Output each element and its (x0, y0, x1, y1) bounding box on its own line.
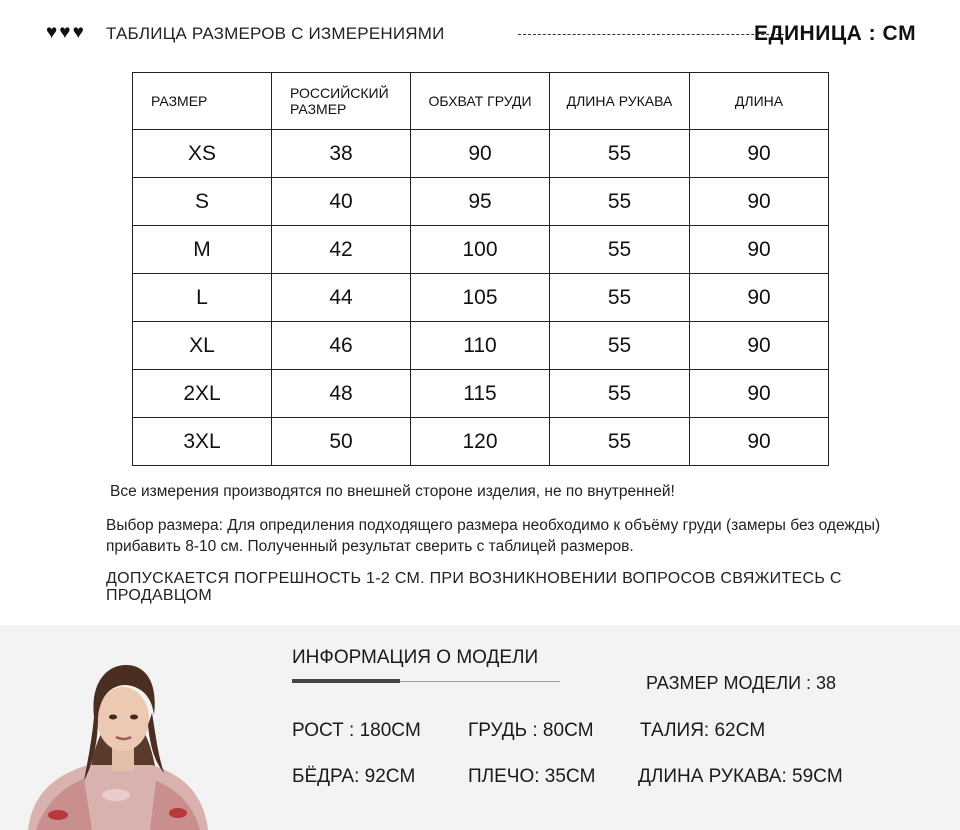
table-cell: 55 (550, 418, 690, 466)
column-header-russian-size: РОССИЙСКИЙ РАЗМЕР (272, 73, 411, 130)
table-cell: 90 (690, 418, 829, 466)
table-cell: 48 (272, 370, 411, 418)
table-cell: 95 (411, 178, 550, 226)
title-accent-bar (292, 679, 400, 683)
model-waist: ТАЛИЯ: 62CM (640, 720, 766, 741)
table-cell: S (133, 178, 272, 226)
model-photo (28, 655, 208, 830)
hearts-decoration (46, 22, 84, 44)
table-row (133, 418, 829, 466)
unit-label: ЕДИНИЦА : CM (754, 22, 917, 45)
model-info-section (0, 625, 960, 830)
table-cell: 38 (272, 130, 411, 178)
model-sleeve-length: ДЛИНА РУКАВА: 59CM (638, 766, 843, 787)
table-cell: 90 (690, 130, 829, 178)
table-cell: 55 (550, 178, 690, 226)
model-height: РОСТ : 180CM (292, 720, 421, 741)
table-cell: 55 (550, 274, 690, 322)
table-cell: 110 (411, 322, 550, 370)
model-shoulder: ПЛЕЧО: 35CM (468, 766, 596, 787)
column-header-bust: ОБХВАТ ГРУДИ (411, 73, 550, 130)
page-header (46, 22, 926, 48)
table-cell: 90 (690, 370, 829, 418)
table-row (133, 322, 829, 370)
table-cell: 50 (272, 418, 411, 466)
table-cell: 2XL (133, 370, 272, 418)
table-cell: 90 (411, 130, 550, 178)
measurement-note: Все измерения производятся по внешней стороне изделия, не по внутренней! (110, 483, 675, 500)
column-header-sleeve-length: ДЛИНА РУКАВА (550, 73, 690, 130)
table-row (133, 226, 829, 274)
model-size: РАЗМЕР МОДЕЛИ : 38 (646, 673, 837, 693)
table-cell: 90 (690, 178, 829, 226)
table-cell: 115 (411, 370, 550, 418)
table-cell: 40 (272, 178, 411, 226)
size-table (132, 72, 829, 466)
table-cell: 3XL (133, 418, 272, 466)
table-cell: 55 (550, 226, 690, 274)
heart-icon: ♥ (46, 22, 58, 43)
table-cell: 55 (550, 322, 690, 370)
table-cell: 105 (411, 274, 550, 322)
table-cell: 42 (272, 226, 411, 274)
table-cell: 90 (690, 274, 829, 322)
column-header-length: ДЛИНА (690, 73, 829, 130)
table-cell: L (133, 274, 272, 322)
table-cell: 100 (411, 226, 550, 274)
table-cell: 44 (272, 274, 411, 322)
table-cell: 90 (690, 226, 829, 274)
column-header-size: РАЗМЕР (133, 73, 272, 130)
table-row (133, 178, 829, 226)
model-hips: БЁДРА: 92CM (292, 766, 416, 787)
table-row (133, 274, 829, 322)
table-cell: 55 (550, 370, 690, 418)
table-cell: 120 (411, 418, 550, 466)
table-cell: 55 (550, 130, 690, 178)
size-chart-title: ТАБЛИЦА РАЗМЕРОВ С ИЗМЕРЕНИЯМИ (106, 24, 445, 43)
tolerance-note: ДОПУСКАЕТСЯ ПОГРЕШНОСТЬ 1-2 СМ. ПРИ ВОЗНИКНОВЕНИИ ВОПРОСОВ СВЯЖИТЕСЬ С ПРОДАВЦОМ (106, 570, 842, 604)
table-cell: M (133, 226, 272, 274)
table-cell: 90 (690, 322, 829, 370)
dashed-divider (518, 34, 784, 35)
table-cell: XS (133, 130, 272, 178)
heart-icon: ♥ (59, 22, 71, 43)
table-header-row (133, 73, 829, 130)
table-row (133, 370, 829, 418)
table-cell: XL (133, 322, 272, 370)
model-bust: ГРУДЬ : 80CM (468, 720, 594, 741)
heart-icon: ♥ (72, 22, 84, 43)
size-choice-note: Выбор размера: Для опредиления подходящего размера необходимо к объёму груди (замеры без одежды) прибавить 8-10 см. Полученный результат сверить с таблицей размеров. (106, 517, 881, 555)
model-info-title: ИНФОРМАЦИЯ О МОДЕЛИ (292, 647, 539, 668)
table-row (133, 130, 829, 178)
table-cell: 46 (272, 322, 411, 370)
